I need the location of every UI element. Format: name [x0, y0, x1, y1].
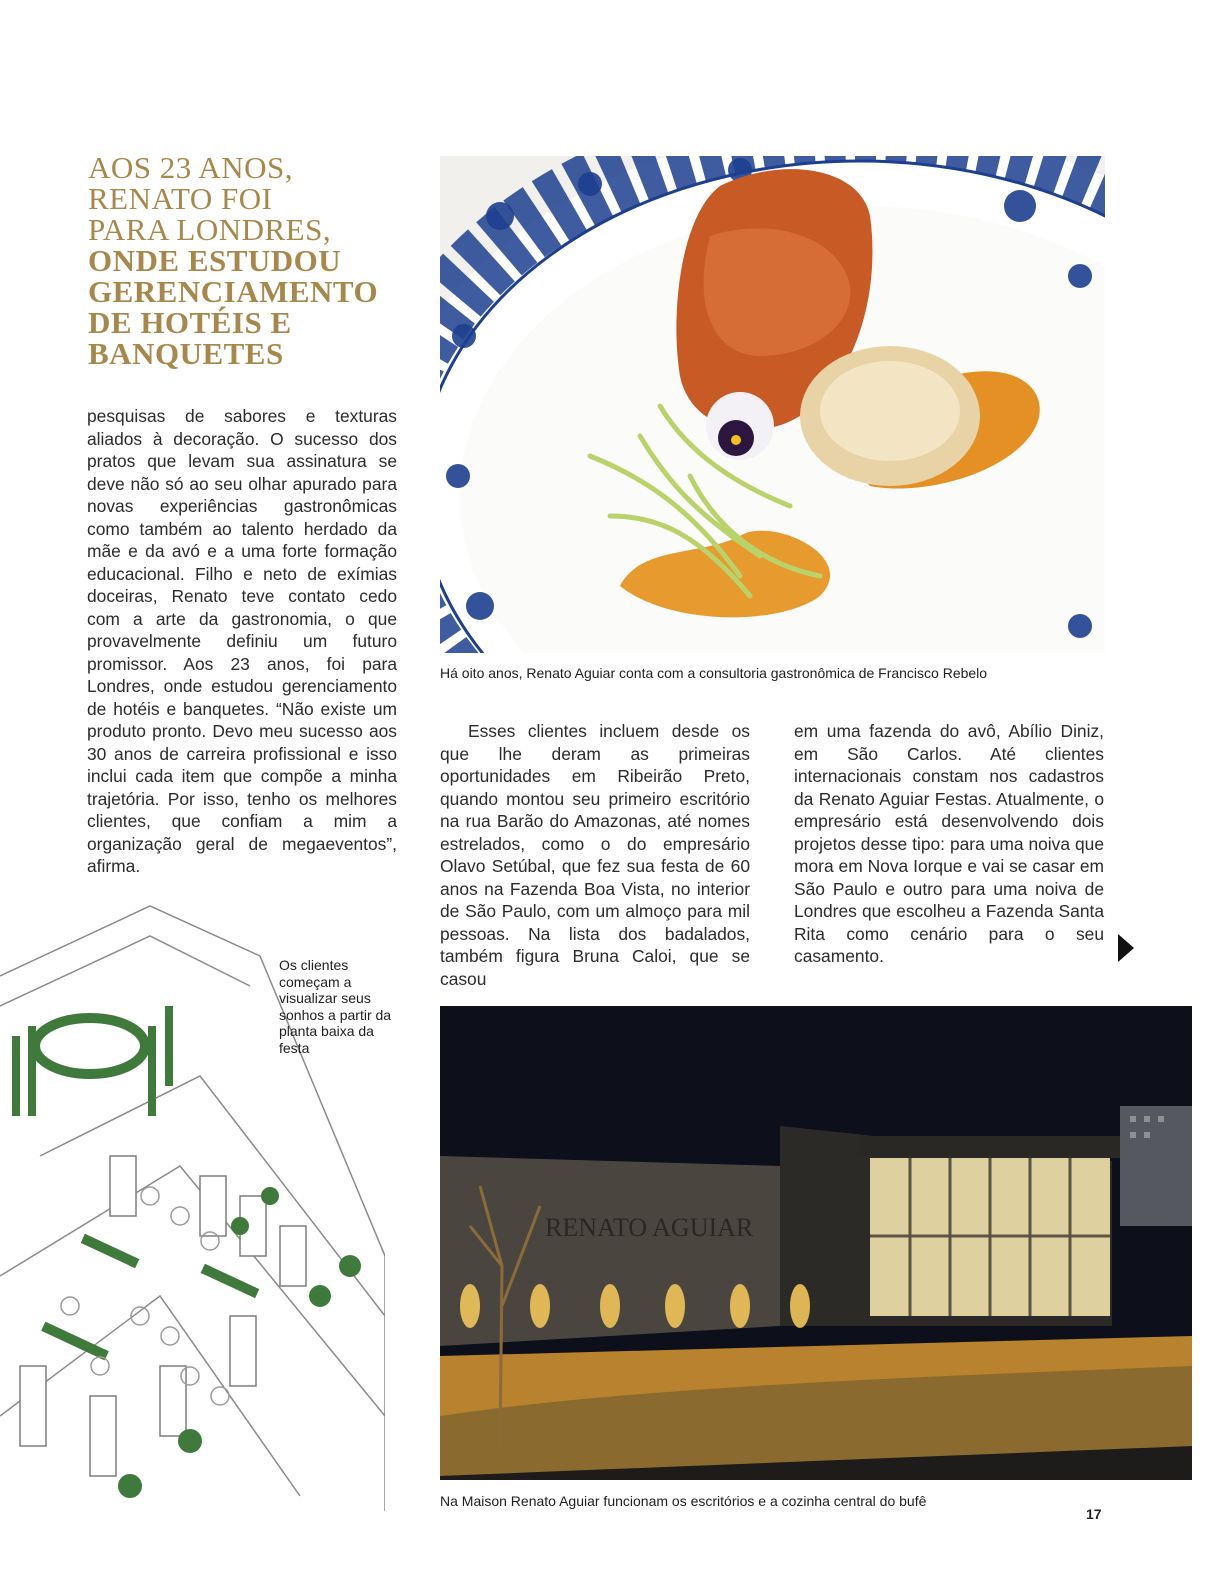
- night-photo-caption: Na Maison Renato Aguiar funcionam os escritórios e a cozinha central do bufê: [440, 1493, 927, 1509]
- sketch-caption: Os clientes começam a visualizar seus sonhos a partir da planta baixa da festa: [279, 957, 392, 1056]
- pull-quote-line-bold: GERENCIAMENTO: [88, 274, 379, 309]
- pull-quote-line: AOS 23 ANOS,: [88, 150, 293, 185]
- building-sign: RENATO AGUIAR: [545, 1213, 754, 1242]
- body-text-right-column: em uma fazenda do avô, Abílio Diniz, em São Carlos. Até clientes internacionais constam nos cadastros da Renato Aguiar Festas. Atualmente, o empresário está desenvolvendo dois projetos desse tipo: para uma noiva que mora em Nova Iorque e vai se casar em São Paulo e outro para uma noiva de Londres que escolheu a Fazenda Santa Rita como cenário para o seu casamento.: [794, 721, 1104, 966]
- pull-quote-line-bold: ONDE ESTUDOU: [88, 243, 342, 278]
- pull-quote: [88, 152, 408, 369]
- dish-photo-caption: Há oito anos, Renato Aguiar conta com a consultoria gastronômica de Francisco Rebelo: [440, 665, 988, 681]
- pull-quote-line: PARA LONDRES,: [88, 212, 332, 247]
- dish-photo: [440, 156, 1105, 653]
- continue-arrow-icon: [1118, 934, 1134, 962]
- body-text-middle-column: Esses clientes incluem desde os que lhe deram as primeiras oportunidades em Ribeirão Preto, quando montou seu primeiro escritório na rua Barão do Amazonas, até nomes estrelados, como o do empresário Olavo Setúbal, que fez sua festa de 60 anos na Fazenda Boa Vista, no interior de São Paulo, com um almoço para mil pessoas. Na lista dos badalados, também figura Bruna Caloi, que se casou: [440, 721, 750, 989]
- maison-night-photo: [440, 1006, 1192, 1480]
- page-number: 17: [1086, 1506, 1102, 1522]
- pull-quote-line-bold: DE HOTÉIS E: [88, 305, 292, 340]
- body-text-left-column: pesquisas de sabores e texturas aliados à decoração. O sucesso dos pratos que levam sua assinatura se deve não só ao seu olhar apurado para novas experiências gastronômicas como também ao talento herdado da mãe e da avó e a uma forte formação educacional. Filho e neto de exímias doceiras, Renato teve contato cedo com a arte da gastronomia, o que provavelmente definiu um futuro promissor. Aos 23 anos, foi para Londres, onde estudou gerenciamento de hotéis e banquetes. “Não existe um produto pronto. Devo meu sucesso aos 30 anos de carreira profissional e isso inclui cada item que compõe a minha trajetória. Por isso, tenho os melhores clientes, que confiam a mim a organização geral de megaeventos”, afirma.: [87, 406, 397, 876]
- pull-quote-line: RENATO FOI: [88, 181, 273, 216]
- pull-quote-line-bold: BANQUETES: [88, 336, 284, 371]
